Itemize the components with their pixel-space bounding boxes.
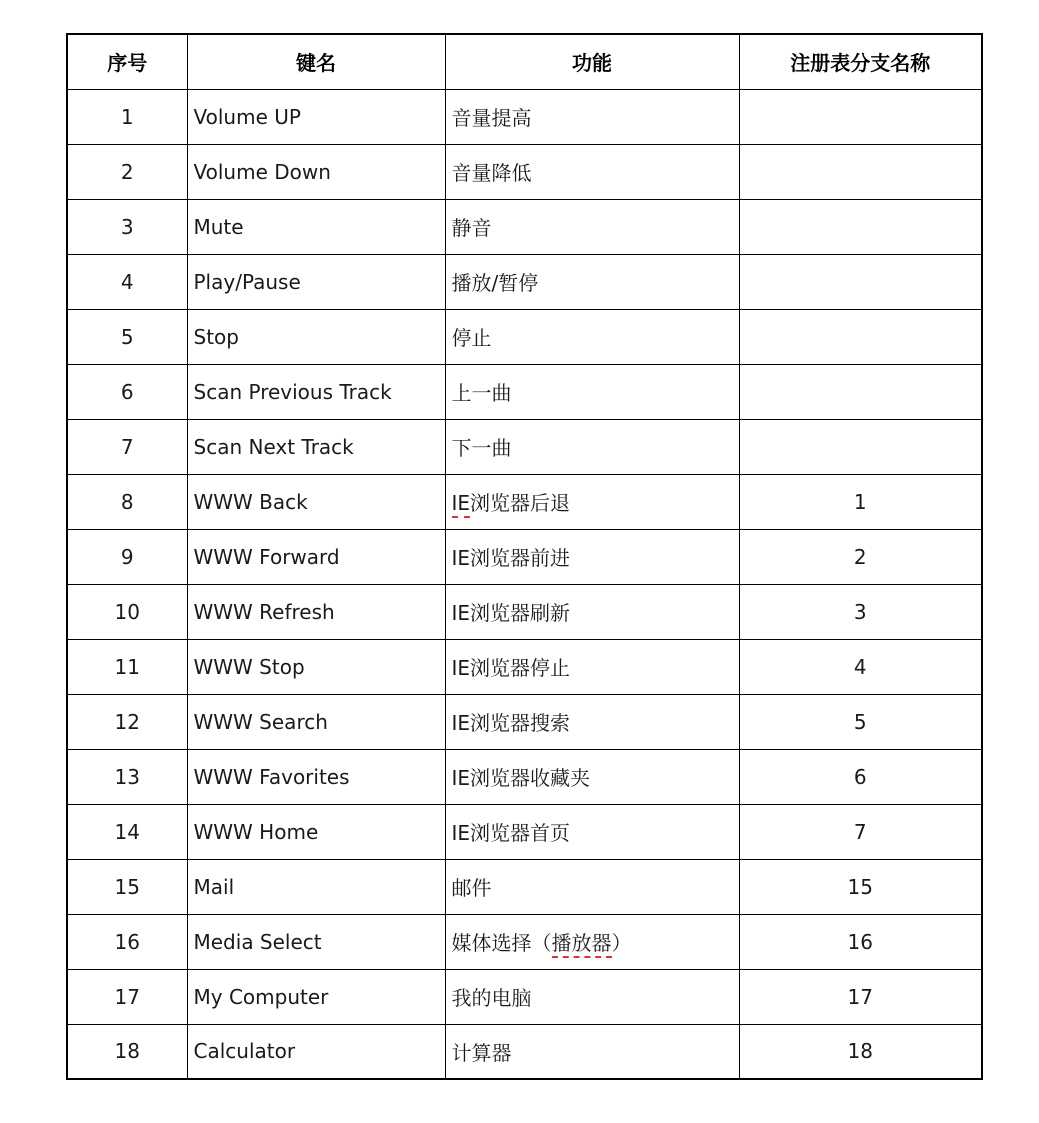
- cell-function: 计算器: [445, 1024, 739, 1079]
- table-row: [67, 694, 982, 749]
- cell-registry: 1: [739, 474, 982, 529]
- table-row: [67, 364, 982, 419]
- cell-number: 9: [67, 529, 187, 584]
- cell-number: 17: [67, 969, 187, 1024]
- cell-keyname: WWW Refresh: [187, 584, 445, 639]
- cell-number: 1: [67, 89, 187, 144]
- spellcheck-underline: 播放器: [552, 931, 612, 958]
- cell-function: 音量提高: [445, 89, 739, 144]
- cell-registry: [739, 419, 982, 474]
- cell-registry: 7: [739, 804, 982, 859]
- table-row: [67, 474, 982, 529]
- cell-function: 静音: [445, 199, 739, 254]
- cell-function: IE浏览器首页: [445, 804, 739, 859]
- cell-number: 14: [67, 804, 187, 859]
- cell-keyname: Scan Next Track: [187, 419, 445, 474]
- cell-keyname: My Computer: [187, 969, 445, 1024]
- cell-function: IE浏览器前进: [445, 529, 739, 584]
- table-row: [67, 1024, 982, 1079]
- cell-keyname: WWW Home: [187, 804, 445, 859]
- table-row: [67, 804, 982, 859]
- cell-registry: [739, 254, 982, 309]
- cell-registry: [739, 364, 982, 419]
- cell-registry: [739, 89, 982, 144]
- cell-function: 停止: [445, 309, 739, 364]
- cell-number: 4: [67, 254, 187, 309]
- cell-function: 邮件: [445, 859, 739, 914]
- cell-keyname: Mute: [187, 199, 445, 254]
- header-keyname: 键名: [187, 34, 445, 89]
- cell-keyname: Calculator: [187, 1024, 445, 1079]
- header-number: 序号: [67, 34, 187, 89]
- cell-keyname: Volume Down: [187, 144, 445, 199]
- cell-registry: 17: [739, 969, 982, 1024]
- cell-number: 18: [67, 1024, 187, 1079]
- cell-keyname: WWW Back: [187, 474, 445, 529]
- cell-number: 7: [67, 419, 187, 474]
- cell-function: IE浏览器后退: [445, 474, 739, 529]
- cell-keyname: WWW Forward: [187, 529, 445, 584]
- cell-registry: 5: [739, 694, 982, 749]
- cell-function: 音量降低: [445, 144, 739, 199]
- spellcheck-underline: IE: [452, 491, 471, 518]
- cell-keyname: Scan Previous Track: [187, 364, 445, 419]
- table-row: [67, 969, 982, 1024]
- cell-function: IE浏览器收藏夹: [445, 749, 739, 804]
- table-row: [67, 419, 982, 474]
- cell-function: 播放/暂停: [445, 254, 739, 309]
- table-row: [67, 89, 982, 144]
- cell-registry: 15: [739, 859, 982, 914]
- table-row: [67, 914, 982, 969]
- cell-function: 上一曲: [445, 364, 739, 419]
- table-row: [67, 529, 982, 584]
- cell-number: 8: [67, 474, 187, 529]
- cell-keyname: WWW Stop: [187, 639, 445, 694]
- cell-keyname: Mail: [187, 859, 445, 914]
- cell-function: 媒体选择（播放器）: [445, 914, 739, 969]
- table-row: [67, 749, 982, 804]
- cell-number: 3: [67, 199, 187, 254]
- cell-keyname: Media Select: [187, 914, 445, 969]
- table-row: [67, 254, 982, 309]
- cell-keyname: Stop: [187, 309, 445, 364]
- multimedia-key-table: [66, 33, 983, 1080]
- cell-number: 10: [67, 584, 187, 639]
- cell-number: 16: [67, 914, 187, 969]
- table-row: [67, 309, 982, 364]
- cell-keyname: Play/Pause: [187, 254, 445, 309]
- cell-number: 5: [67, 309, 187, 364]
- table-body: [67, 89, 982, 1079]
- cell-function: 下一曲: [445, 419, 739, 474]
- cell-registry: 3: [739, 584, 982, 639]
- cell-number: 12: [67, 694, 187, 749]
- table-row: [67, 639, 982, 694]
- cell-function: IE浏览器刷新: [445, 584, 739, 639]
- cell-number: 11: [67, 639, 187, 694]
- cell-registry: [739, 199, 982, 254]
- cell-registry: 6: [739, 749, 982, 804]
- header-registry: 注册表分支名称: [739, 34, 982, 89]
- cell-registry: [739, 144, 982, 199]
- table-row: [67, 144, 982, 199]
- header-function: 功能: [445, 34, 739, 89]
- cell-number: 15: [67, 859, 187, 914]
- cell-keyname: WWW Search: [187, 694, 445, 749]
- cell-number: 13: [67, 749, 187, 804]
- cell-number: 6: [67, 364, 187, 419]
- cell-function: IE浏览器停止: [445, 639, 739, 694]
- cell-function: 我的电脑: [445, 969, 739, 1024]
- cell-keyname: WWW Favorites: [187, 749, 445, 804]
- table-row: [67, 584, 982, 639]
- cell-number: 2: [67, 144, 187, 199]
- table-header-row: [67, 34, 982, 89]
- table-row: [67, 199, 982, 254]
- cell-keyname: Volume UP: [187, 89, 445, 144]
- cell-registry: [739, 309, 982, 364]
- cell-registry: 18: [739, 1024, 982, 1079]
- cell-registry: 4: [739, 639, 982, 694]
- cell-function: IE浏览器搜索: [445, 694, 739, 749]
- cell-registry: 16: [739, 914, 982, 969]
- cell-registry: 2: [739, 529, 982, 584]
- table-row: [67, 859, 982, 914]
